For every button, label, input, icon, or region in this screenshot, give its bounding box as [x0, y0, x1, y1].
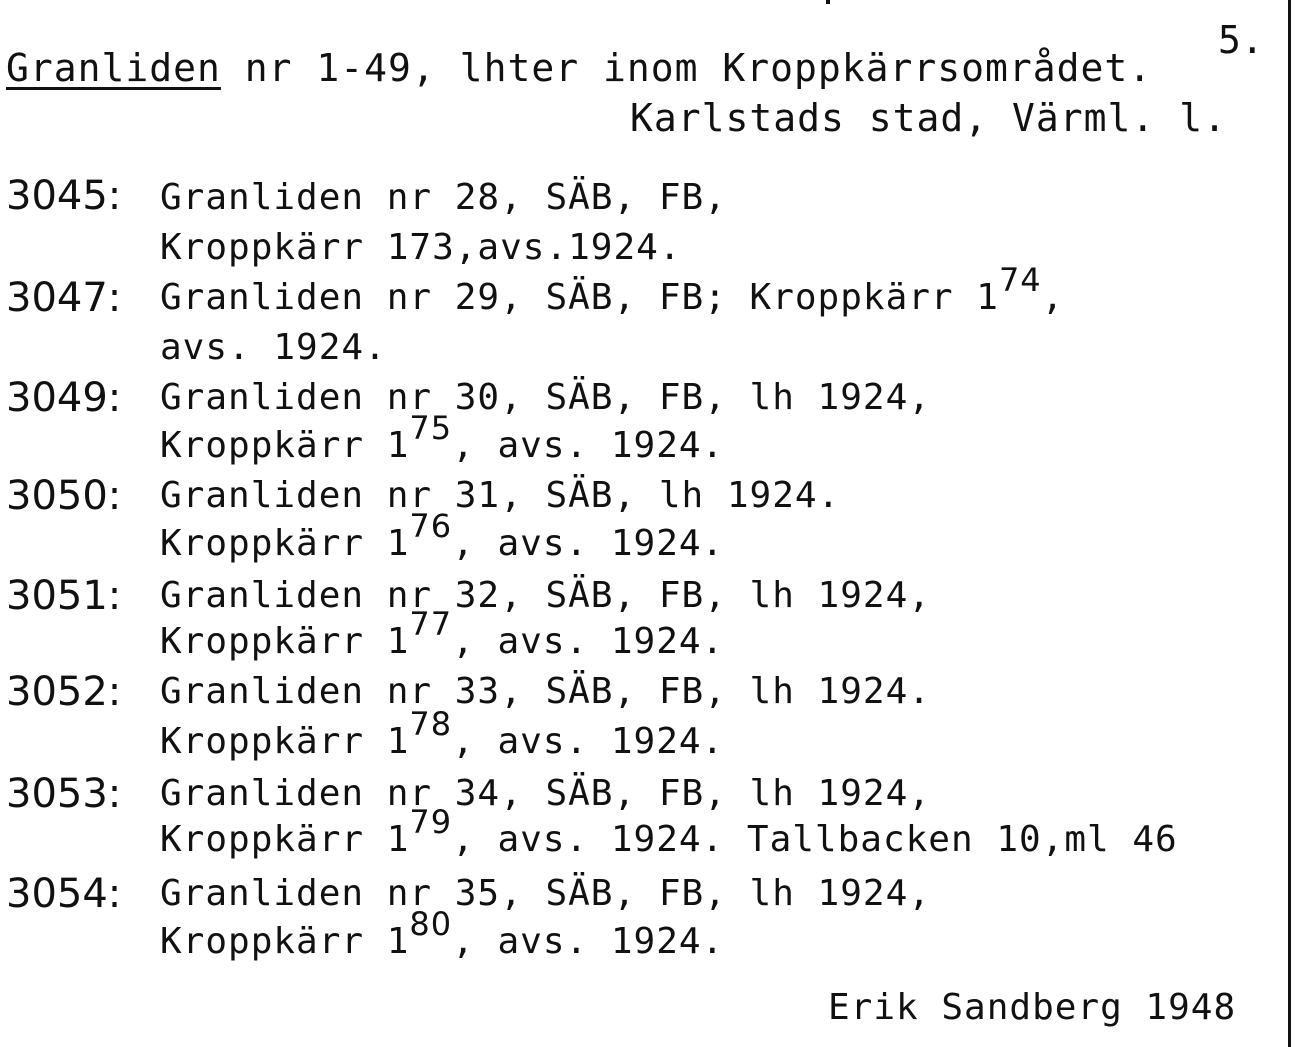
entry-text: , avs. 1924.	[452, 523, 725, 564]
entry-text: , avs. 1924. Tallbacken 10,ml 46	[452, 819, 1178, 860]
entry-line	[160, 507, 725, 566]
entry-number: 3053:	[6, 771, 122, 817]
entry-number: 3050:	[6, 473, 122, 519]
entry-text: Kroppkärr 1	[160, 819, 410, 860]
entry-superscript: 77	[409, 605, 453, 643]
title-place: Granliden	[6, 46, 221, 90]
top-edge-mark	[826, 0, 830, 4]
entry-text: , avs. 1924.	[452, 425, 725, 466]
entry-superscript: 75	[409, 409, 453, 447]
entry-number: 3051:	[6, 573, 122, 619]
entry-number: 3047:	[6, 275, 122, 321]
entry-line	[160, 905, 725, 964]
entry-text: , avs. 1924.	[452, 721, 725, 762]
entry-superscript: 80	[409, 905, 453, 943]
entry-text: Kroppkärr 1	[160, 425, 410, 466]
entry-line: Granliden nr 28, SÄB, FB,	[160, 177, 727, 218]
entry-line	[160, 705, 725, 764]
entry-line	[160, 261, 1065, 320]
entry-superscript: 74	[998, 261, 1042, 299]
entry-line: avs. 1924.	[160, 327, 387, 368]
entry-line: Granliden nr 30, SÄB, FB, lh 1924,	[160, 377, 931, 418]
entry-text: Granliden nr 29, SÄB, FB; Kroppkärr 1	[160, 277, 999, 318]
card-right-border	[1288, 0, 1291, 1047]
entry-superscript: 79	[409, 803, 453, 841]
page-number: 5.	[1218, 18, 1264, 62]
entry-line: Granliden nr 31, SÄB, lh 1924.	[160, 475, 841, 516]
entry-number: 3052:	[6, 669, 122, 715]
entry-text: , avs. 1924.	[452, 921, 725, 962]
entry-text: ,	[1041, 277, 1065, 318]
entry-text: Kroppkärr 1	[160, 621, 410, 662]
card-subtitle: Karlstads stad, Värml. l.	[630, 96, 1227, 140]
signature: Erik Sandberg 1948	[828, 987, 1237, 1028]
entry-number: 3054:	[6, 871, 122, 917]
entry-number: 3045:	[6, 173, 122, 219]
entry-line: Granliden nr 33, SÄB, FB, lh 1924.	[160, 671, 931, 712]
entry-superscript: 78	[409, 705, 453, 743]
entry-text: , avs. 1924.	[452, 621, 725, 662]
entry-line: Granliden nr 34, SÄB, FB, lh 1924,	[160, 773, 931, 814]
title-rest: nr 1-49, lhter inom Kroppkärrsområdet.	[220, 46, 1153, 90]
entry-text: Kroppkärr 1	[160, 523, 410, 564]
entry-line	[160, 409, 725, 468]
entry-line: Granliden nr 32, SÄB, FB, lh 1924,	[160, 575, 931, 616]
entry-line	[160, 803, 1178, 862]
entry-superscript: 76	[409, 507, 453, 545]
entry-text: Kroppkärr 1	[160, 721, 410, 762]
entry-line: Granliden nr 35, SÄB, FB, lh 1924,	[160, 873, 931, 914]
card-title	[6, 46, 1152, 90]
entry-number: 3049:	[6, 375, 122, 421]
entry-line: Kroppkärr 173,avs.1924.	[160, 227, 682, 268]
entry-line	[160, 605, 725, 664]
entry-text: Kroppkärr 1	[160, 921, 410, 962]
